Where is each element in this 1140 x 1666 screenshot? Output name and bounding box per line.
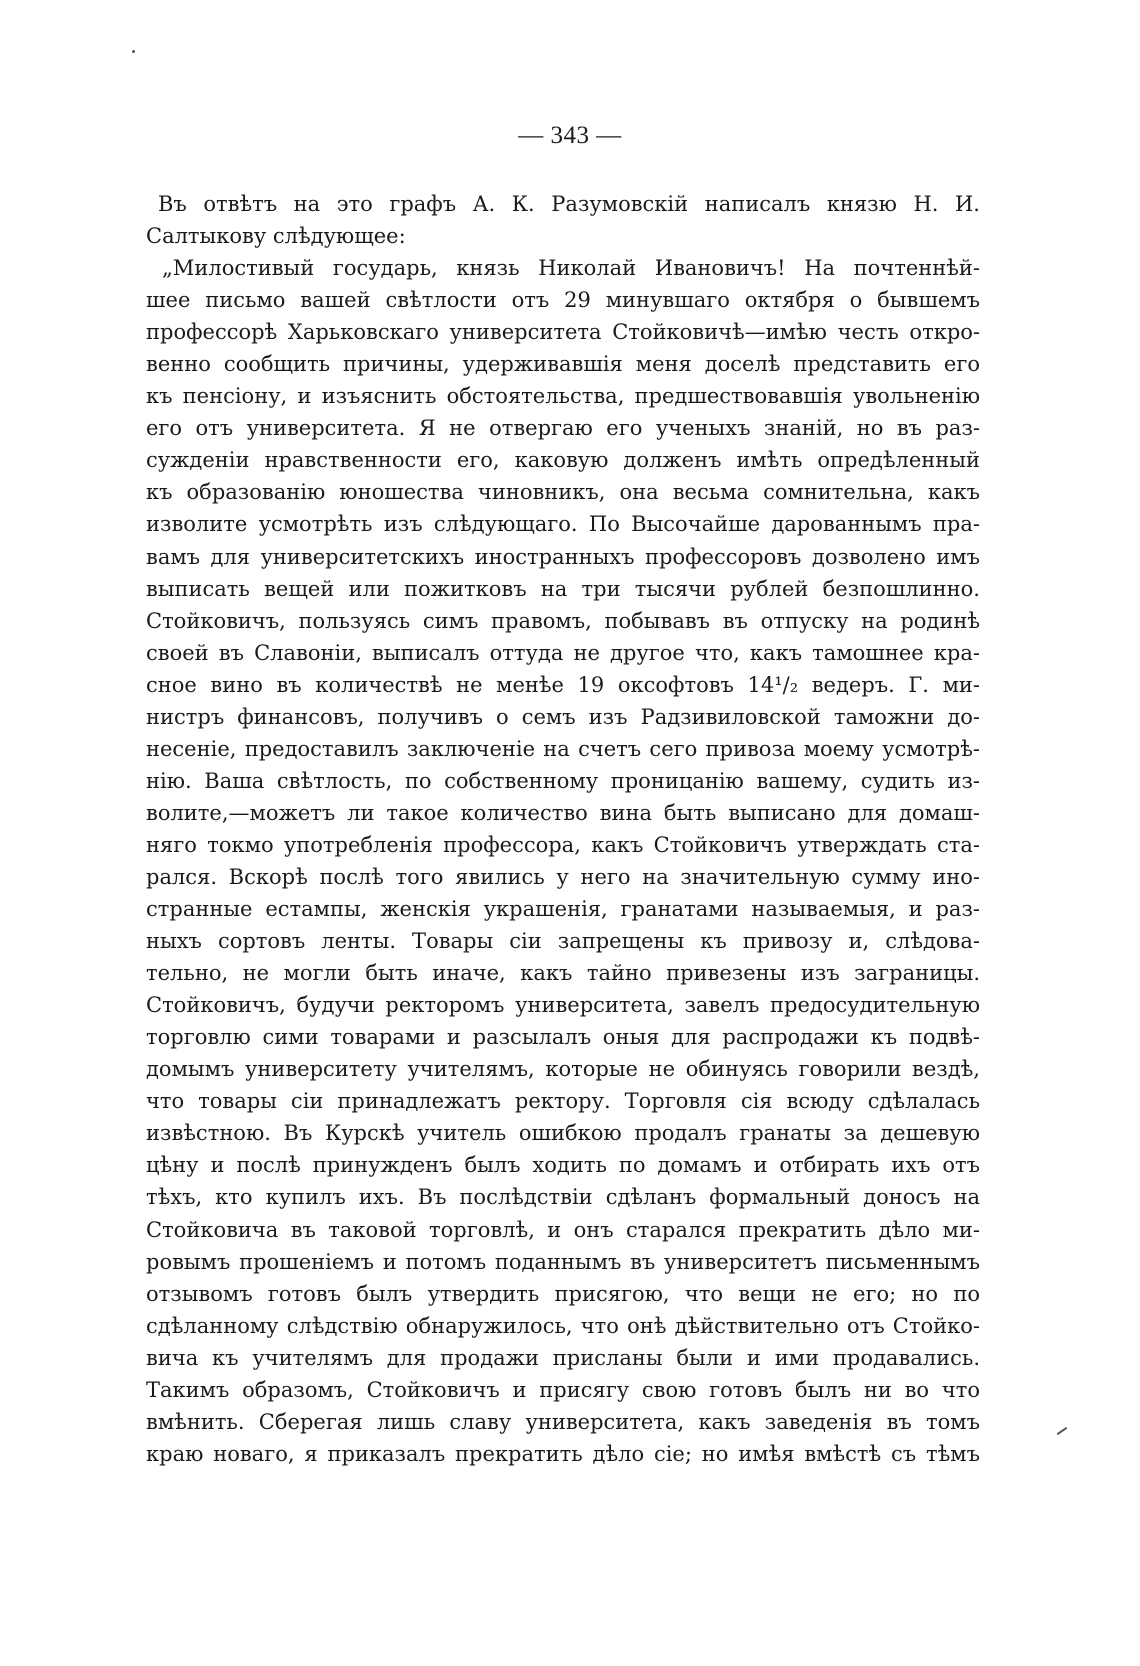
text-line: Салтыкову слѣдующее:: [146, 224, 406, 249]
text-line: Стойковичъ, пользуясь симъ правомъ, побывавъ въ отпуску на родинѣ: [146, 608, 980, 633]
text-line: „Милостивый государь, князь Николай Ивановичъ! На почтеннѣй-: [162, 256, 980, 281]
text-line: торговлю сими товарами и разсылалъ оныя для распродажи къ подвѣ-: [146, 1025, 980, 1050]
text-line: изволите усмотрѣть изъ слѣдующаго. По Высочайше дарованнымъ пра-: [146, 512, 980, 537]
text-line: тельно, не могли быть иначе, какъ тайно привезены изъ заграницы.: [146, 961, 980, 986]
text-line: нистръ финансовъ, получивъ о семъ изъ Радзивиловской таможни до-: [146, 704, 980, 729]
text-line: домымъ университету учителямъ, которые не обинуясь говорили вездѣ,: [146, 1057, 980, 1082]
text-line: ныхъ сортовъ ленты. Товары сіи запрещены къ привозу и, слѣдова-: [146, 929, 980, 954]
text-line: рался. Вскорѣ послѣ того явились у него на значительную сумму ино-: [146, 864, 980, 889]
text-line: Стойковича въ таковой торговлѣ, и онъ старался прекратить дѣло ми-: [146, 1217, 980, 1242]
text-line: отзывомъ готовъ былъ утвердить присягою, что вещи не его; но по: [146, 1281, 980, 1306]
print-speck: [1057, 1427, 1068, 1436]
text-line: къ образованію юношества чиновникъ, она весьма сомнительна, какъ: [146, 480, 980, 505]
body-text: [146, 188, 980, 1470]
text-line: тѣхъ, кто купилъ ихъ. Въ послѣдствіи сдѣланъ формальный доносъ на: [146, 1185, 980, 1210]
text-line: вмѣнить. Сберегая лишь славу университета, какъ заведенія въ томъ: [146, 1409, 980, 1434]
text-line: вамъ для университетскихъ иностранныхъ профессоровъ дозволено имъ: [146, 544, 980, 569]
text-line: нію. Ваша свѣтлость, по собственному проницанію вашему, судить из-: [146, 768, 980, 793]
text-line: Стойковичъ, будучи ректоромъ университета, завелъ предосудительную: [146, 993, 980, 1018]
text-line: извѣстною. Въ Курскѣ учитель ошибкою продалъ гранаты за дешевую: [146, 1121, 980, 1146]
text-line: краю новаго, я приказалъ прекратить дѣло сіе; но имѣя вмѣстѣ съ тѣмъ: [146, 1441, 980, 1466]
text-line: волите,—можетъ ли такое количество вина быть выписано для домаш-: [146, 800, 980, 825]
text-line: профессорѣ Харьковскаго университета Стойковичѣ—имѣю честь откро-: [146, 320, 980, 345]
text-line: цѣну и послѣ принужденъ былъ ходить по домамъ и отбирать ихъ отъ: [146, 1153, 980, 1178]
text-line: сное вино въ количествѣ не менѣе 19 оксофтовъ 14¹/₂ ведеръ. Г. ми-: [146, 672, 980, 697]
text-line: Въ отвѣтъ на это графъ А. К. Разумовскій написалъ князю Н. И.: [158, 192, 980, 216]
text-line: ровымъ прошеніемъ и потомъ поданнымъ въ университетъ письменнымъ: [146, 1249, 980, 1274]
text-line: что товары сіи принадлежатъ ректору. Торговля сія всюду сдѣлалась: [146, 1089, 980, 1114]
text-line: сдѣланному слѣдствію обнаружилось, что онѣ дѣйствительно отъ Стойко-: [146, 1313, 980, 1338]
text-line: вича къ учителямъ для продажи присланы были и ими продавались.: [146, 1345, 980, 1370]
page-number: — 343 —: [518, 122, 622, 149]
text-line: няго токмо употребленія профессора, какъ Стойковичъ утверждать ста-: [146, 832, 980, 857]
text-line: своей въ Славоніи, выписалъ оттуда не другое что, какъ тамошнее кра-: [146, 640, 980, 665]
text-line: шее письмо вашей свѣтлости отъ 29 минувшаго октября о бывшемъ: [146, 288, 980, 313]
text-line: его отъ университета. Я не отвергаю его ученыхъ знаній, но въ раз-: [146, 416, 980, 441]
text-line: Такимъ образомъ, Стойковичъ и присягу свою готовъ былъ ни во что: [146, 1377, 980, 1402]
print-speck: [132, 50, 135, 53]
text-line: венно сообщить причины, удерживавшія меня доселѣ представить его: [146, 352, 980, 377]
text-line: выписать вещей или пожитковъ на три тысячи рублей безпошлинно.: [146, 576, 980, 601]
text-line: къ пенсіону, и изъяснить обстоятельства, предшествовавшія увольненію: [146, 384, 980, 409]
text-line: несеніе, предоставилъ заключеніе на счетъ сего привоза моему усмотрѣ-: [146, 736, 980, 761]
text-line: странные естампы, женскія украшенія, гранатами называемыя, и раз-: [146, 897, 980, 922]
text-line: сужденіи нравственности его, каковую долженъ имѣть опредѣленный: [146, 448, 980, 473]
